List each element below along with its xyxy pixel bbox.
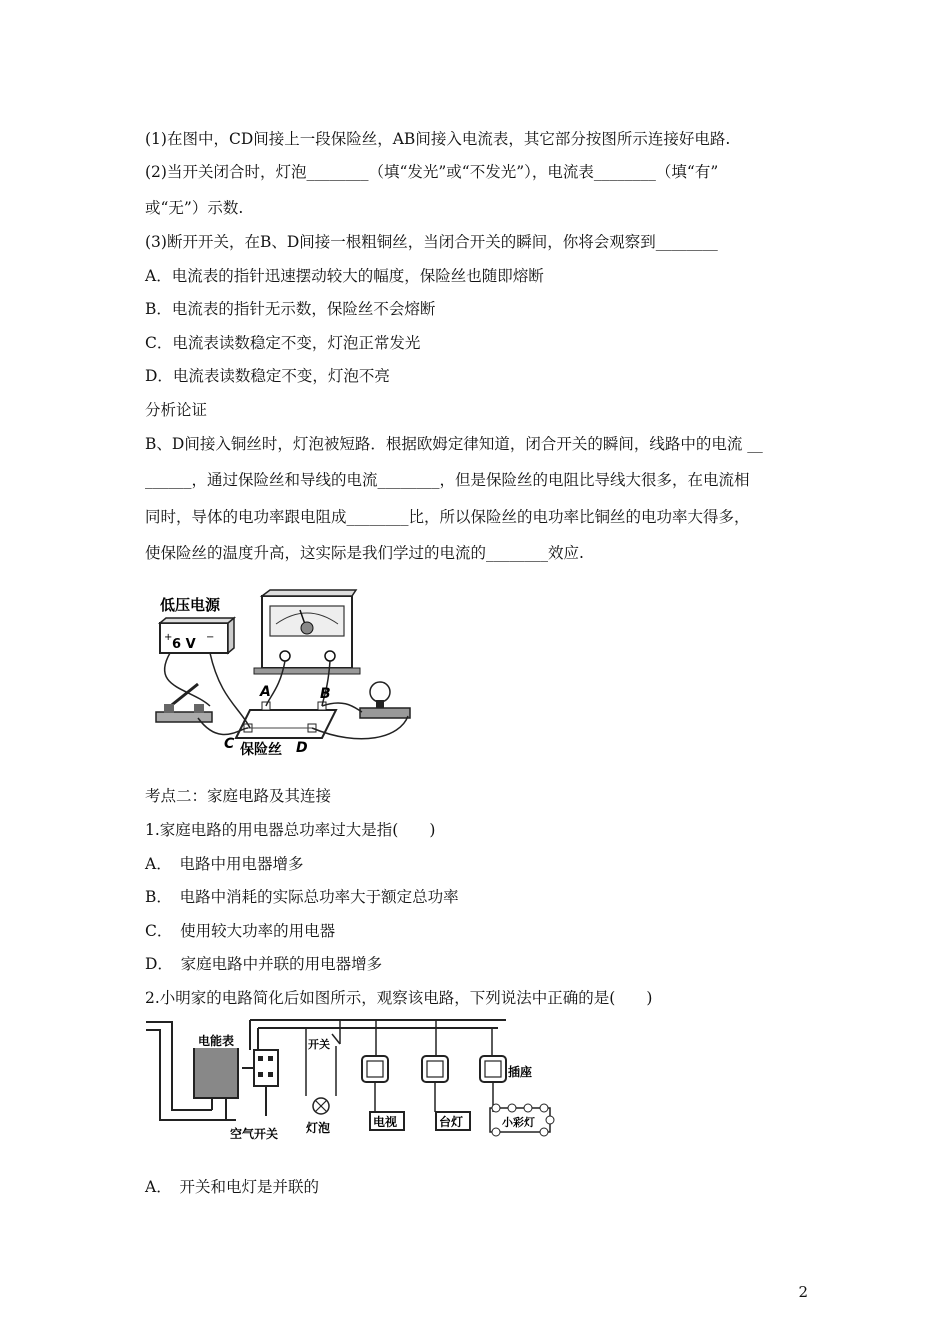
option-b: B．电流表的指针无示数，保险丝不会熔断 [145, 300, 436, 318]
meter-label: 电能表 [198, 1034, 235, 1048]
analysis-line-4: 使保险丝的温度升高，这实际是我们学过的电流的________效应. [145, 544, 584, 562]
terminal-d-label: D [296, 740, 308, 756]
household-circuit-figure [146, 1016, 556, 1142]
analysis-line-1: B、D间接入铜丝时，灯泡被短路．根据欧姆定律知道，闭合开关的瞬间，线路中的电流 __ [145, 435, 763, 453]
terminal-a-label: A [260, 684, 271, 700]
q1-option-d: D． 家庭电路中并联的用电器增多 [145, 955, 383, 973]
air-switch-label: 空气开关 [230, 1127, 279, 1141]
socket-3 [480, 1028, 532, 1112]
section-title-household-circuit: 考点二：家庭电路及其连接 [145, 787, 332, 805]
question-part-2: (2)当开关闭合时，灯泡________（填“发光”或“不发光”），电流表________（填“有” [145, 163, 719, 181]
question-part-2-cont: 或“无”）示数. [145, 199, 244, 217]
question-1: 1.家庭电路的用电器总功率过大是指( ) [145, 821, 436, 839]
terminal-b-label: B [320, 686, 331, 702]
q1-option-b: B． 电路中消耗的实际总功率大于额定总功率 [145, 888, 459, 906]
tv-label: 电视 [373, 1115, 398, 1129]
svg-text:−: − [206, 632, 215, 643]
bulb-label: 灯泡 [306, 1121, 331, 1135]
svg-text:+: + [164, 632, 173, 643]
question-part-1: (1)在图中，CD间接上一段保险丝，AB间接入电流表，其它部分按图所示连接好电路. [145, 130, 731, 148]
page-number: 2 [798, 1283, 808, 1301]
question-part-3: (3)断开开关，在B、D间接一根粗铜丝，当闭合开关的瞬间，你将会观察到________ [145, 233, 718, 251]
question-2: 2.小明家的电路简化后如图所示，观察该电路，下列说法中正确的是( ) [145, 989, 653, 1007]
voltage-label: 6 V [172, 637, 196, 652]
fuse-label: 保险丝 [240, 742, 282, 758]
terminal-c-label: C [224, 736, 235, 752]
option-d: D．电流表读数稳定不变，灯泡不亮 [145, 367, 390, 385]
option-c: C．电流表读数稳定不变，灯泡正常发光 [145, 334, 421, 352]
option-a: A．电流表的指针迅速摆动较大的幅度，保险丝也随即熔断 [145, 267, 544, 285]
fuse-circuit-figure [150, 588, 420, 760]
q1-option-a: A． 电路中用电器增多 [145, 855, 304, 873]
section-analysis: 分析论证 [145, 401, 208, 419]
desk-lamp-label: 台灯 [439, 1115, 464, 1129]
q1-option-c: C． 使用较大功率的用电器 [145, 922, 336, 940]
socket-label: 插座 [508, 1065, 533, 1079]
switch-label: 开关 [308, 1038, 330, 1051]
string-lights-label: 小彩灯 [502, 1116, 535, 1129]
socket-2 [422, 1020, 470, 1130]
analysis-line-3: 同时，导体的电功率跟电阻成________比，所以保险丝的电功率比铜丝的电功率大得多， [145, 508, 750, 526]
q2-option-a: A． 开关和电灯是并联的 [145, 1178, 319, 1196]
analysis-line-2: ______，通过保险丝和导线的电流________，但是保险丝的电阻比导线大很多，在电流相 [145, 471, 750, 489]
socket-1 [362, 1020, 404, 1130]
power-supply-label: 低压电源 [160, 596, 221, 614]
